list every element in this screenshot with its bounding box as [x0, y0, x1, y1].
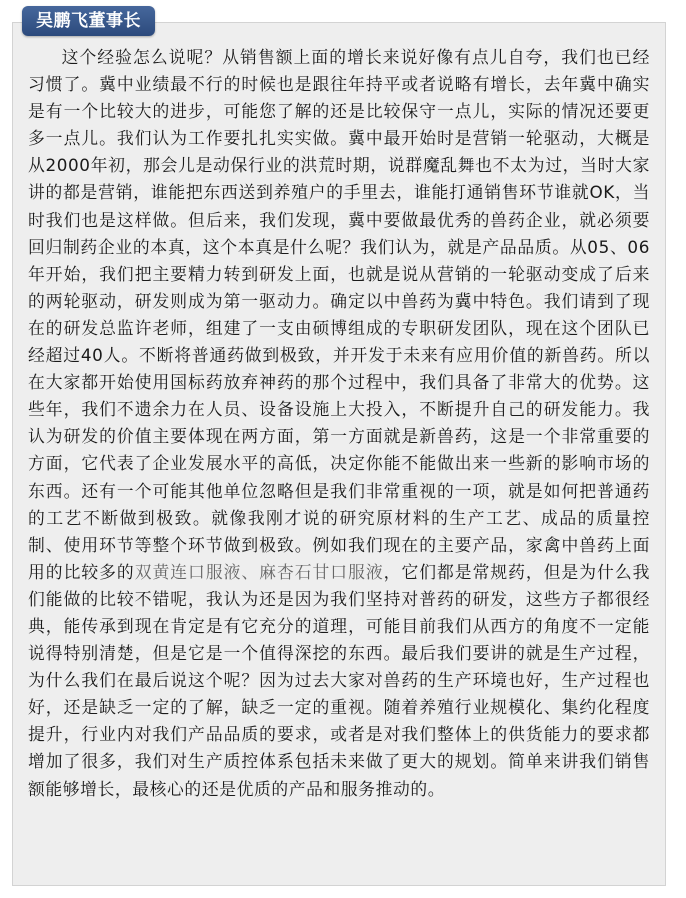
interview-paragraph — [28, 44, 650, 803]
paragraph-text-part-1: 这个经验怎么说呢？从销售额上面的增长来说好像有点儿自夸，我们也已经习惯了。冀中业绩最不行的时候也是跟往年持平或者说略有增长，去年冀中确实是有一个比较大的进步，可能您了解的还是比较保守一点儿，实际的情况还要更多一点儿。我们认为工作要扎扎实实做。冀中最开始时是营销一轮驱动，大概是从2000年初，那会儿是动保行业的洪荒时期，说群魔乱舞也不太为过，当时大家讲的都是营销，谁能把东西送到养殖户的手里去，谁能打通销售环节谁就OK，当时我们也是这样做。但后来，我们发现，冀中要做最优秀的兽药企业，就必须要回归制药企业的本真，这个本真是什么呢？我们认为，就是产品品质。从05、06年开始，我们把主要精力转到研发上面，也就是说从营销的一轮驱动变成了后来的两轮驱动，研发则成为第一驱动力。确定以中兽药为冀中特色。我们请到了现在的研发总监许老师，组建了一支由硕博组成的专职研发团队，现在这个团队已经超过40人。不断将普通药做到极致，并开发于未来有应用价值的新兽药。所以在大家都开始使用国标药放弃神药的那个过程中，我们具备了非常大的优势。这些年，我们不遗余力在人员、设备设施上大投入，不断提升自己的研发能力。我认为研发的价值主要体现在两方面，第一方面就是新兽药，这是一个非常重要的方面，它代表了企业发展水平的高低，决定你能不能做出来一些新的影响市场的东西。还有一个可能其他单位忽略但是我们非常重视的一项，就是如何把普通药的工艺不断做到极致。就像我刚才说的研究原材料的生产工艺、成品的质量控制、使用环节等整个环节做到极致。例如我们现在的主要产品，家禽中兽药上面用的比较多的 — [28, 47, 650, 582]
paragraph-text-part-2: ，它们都是常规药，但是为什么我们能做的比较不错呢，我认为还是因为我们坚持对普药的研发，这些方子都很经典，能传承到现在肯定是有它充分的道理，可能目前我们从西方的角度不一定能说得特别清楚，但是它是一个值得深挖的东西。最后我们要讲的就是生产过程，为什么我们在最后说这个呢？因为过去大家对兽药的生产环境也好，生产过程也好，还是缺乏一定的了解，缺乏一定的重视。随着养殖行业规模化、集约化程度提升，行业内对我们产品品质的要求，或者是对我们整体上的供货能力的要求都增加了很多，我们对生产质控体系包括未来做了更大的规划。简单来讲我们销售额能够增长，最核心的还是优质的产品和服务推动的。 — [28, 561, 650, 799]
speaker-name-tag: 吴鹏飞董事长 — [22, 6, 155, 36]
product-names-highlight: 双黄连口服液、麻杏石甘口服液 — [134, 561, 384, 582]
